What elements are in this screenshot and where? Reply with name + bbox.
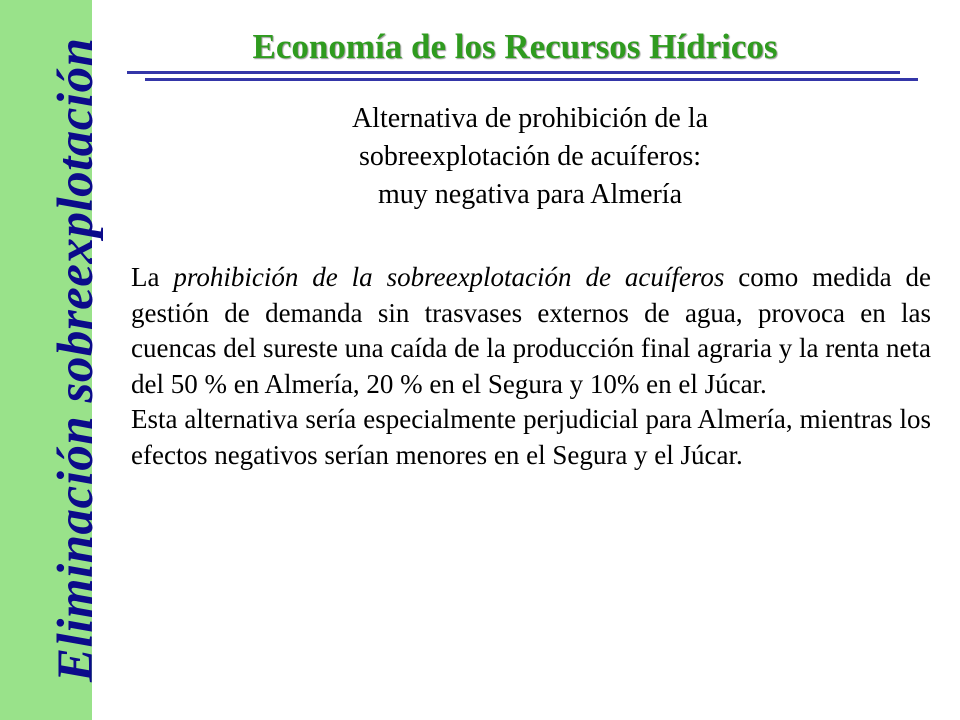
paragraph-1-rest: como medida de gestión de demanda sin trasvases externos de agua, provoca en las cuencas del sureste una caída de la producción final agraria y la renta neta del 50 % en Almería, 20 % en el Segura y 10% en el Júcar. — [131, 262, 931, 399]
paragraph-2: Esta alternativa sería especialmente perjudicial para Almería, mientras los efectos negativos serían menores en el Segura y el Júcar. — [131, 404, 931, 470]
subtitle — [260, 100, 800, 214]
sidebar-vertical-title: Eliminación sobreexplotación — [48, 37, 104, 682]
subtitle-line: sobreexplotación de acuíferos: — [358, 141, 702, 172]
subtitle-line: Alternativa de prohibición de la — [351, 103, 709, 134]
subtitle-line: muy negativa para Almería — [378, 179, 682, 210]
title-underline-top — [127, 71, 900, 74]
body-text — [131, 260, 931, 473]
title-underline-bottom — [145, 78, 918, 81]
sidebar — [0, 0, 104, 720]
page-title: Economía de los Recursos Hídricos — [252, 27, 778, 66]
paragraph-1-lead: La — [131, 262, 174, 292]
paragraph-1-emphasis: prohibición de la sobreexplotación de acuíferos — [173, 262, 725, 292]
paragraph-1 — [131, 260, 931, 402]
